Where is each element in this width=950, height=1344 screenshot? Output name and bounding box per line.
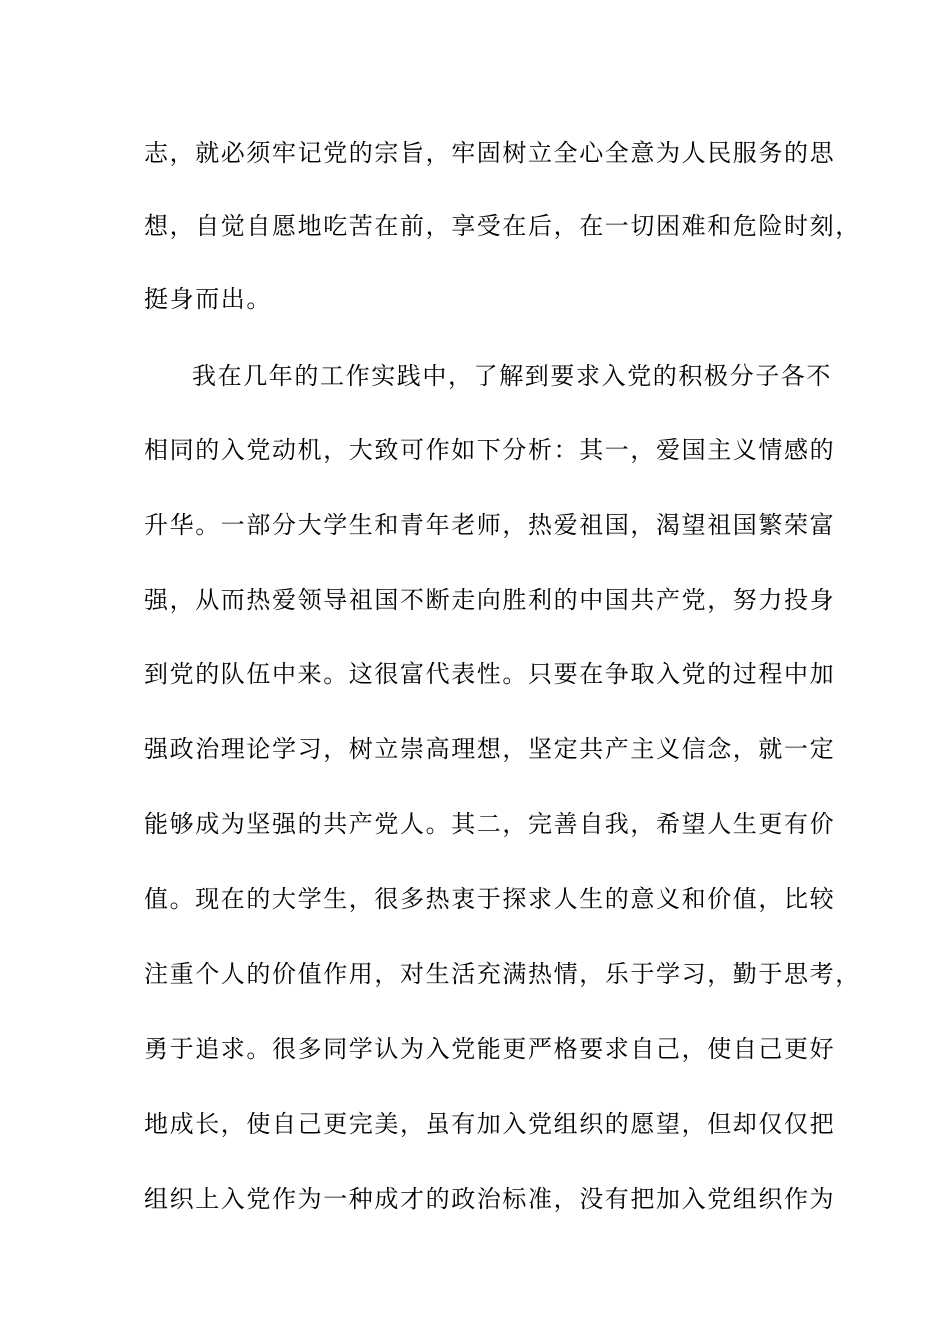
text-line: 相同的入党动机，大致可作如下分析：其一，爱国主义情感的 (144, 436, 836, 464)
text-line: 强，从而热爱领导祖国不断走向胜利的中国共产党，努力投身 (144, 586, 836, 614)
text-line: 组织上入党作为一种成才的政治标准，没有把加入党组织作为 (144, 1185, 836, 1213)
text-line: 值。现在的大学生，很多热衷于探求人生的意义和价值，比较 (144, 885, 836, 913)
text-line: 想，自觉自愿地吃苦在前，享受在后，在一切困难和危险时刻， (144, 212, 861, 240)
text-line: 注重个人的价值作用，对生活充满热情，乐于学习，勤于思考， (144, 960, 861, 988)
text-line: 勇于追求。很多同学认为入党能更严格要求自己，使自己更好 (144, 1035, 836, 1063)
text-line: 到党的队伍中来。这很富代表性。只要在争取入党的过程中加 (144, 660, 836, 688)
text-line: 地成长，使自己更完美，虽有加入党组织的愿望，但却仅仅把 (144, 1110, 836, 1138)
text-line: 强政治理论学习，树立崇高理想，坚定共产主义信念，就一定 (144, 735, 836, 763)
text-line: 挺身而出。 (144, 285, 272, 313)
text-line: 志，就必须牢记党的宗旨，牢固树立全心全意为人民服务的思 (144, 139, 836, 167)
text-line: 升华。一部分大学生和青年老师，热爱祖国，渴望祖国繁荣富 (144, 511, 836, 539)
paragraph-first-line: 我在几年的工作实践中，了解到要求入党的积极分子各不 (192, 362, 832, 390)
text-line: 能够成为坚强的共产党人。其二，完善自我，希望人生更有价 (144, 810, 836, 838)
